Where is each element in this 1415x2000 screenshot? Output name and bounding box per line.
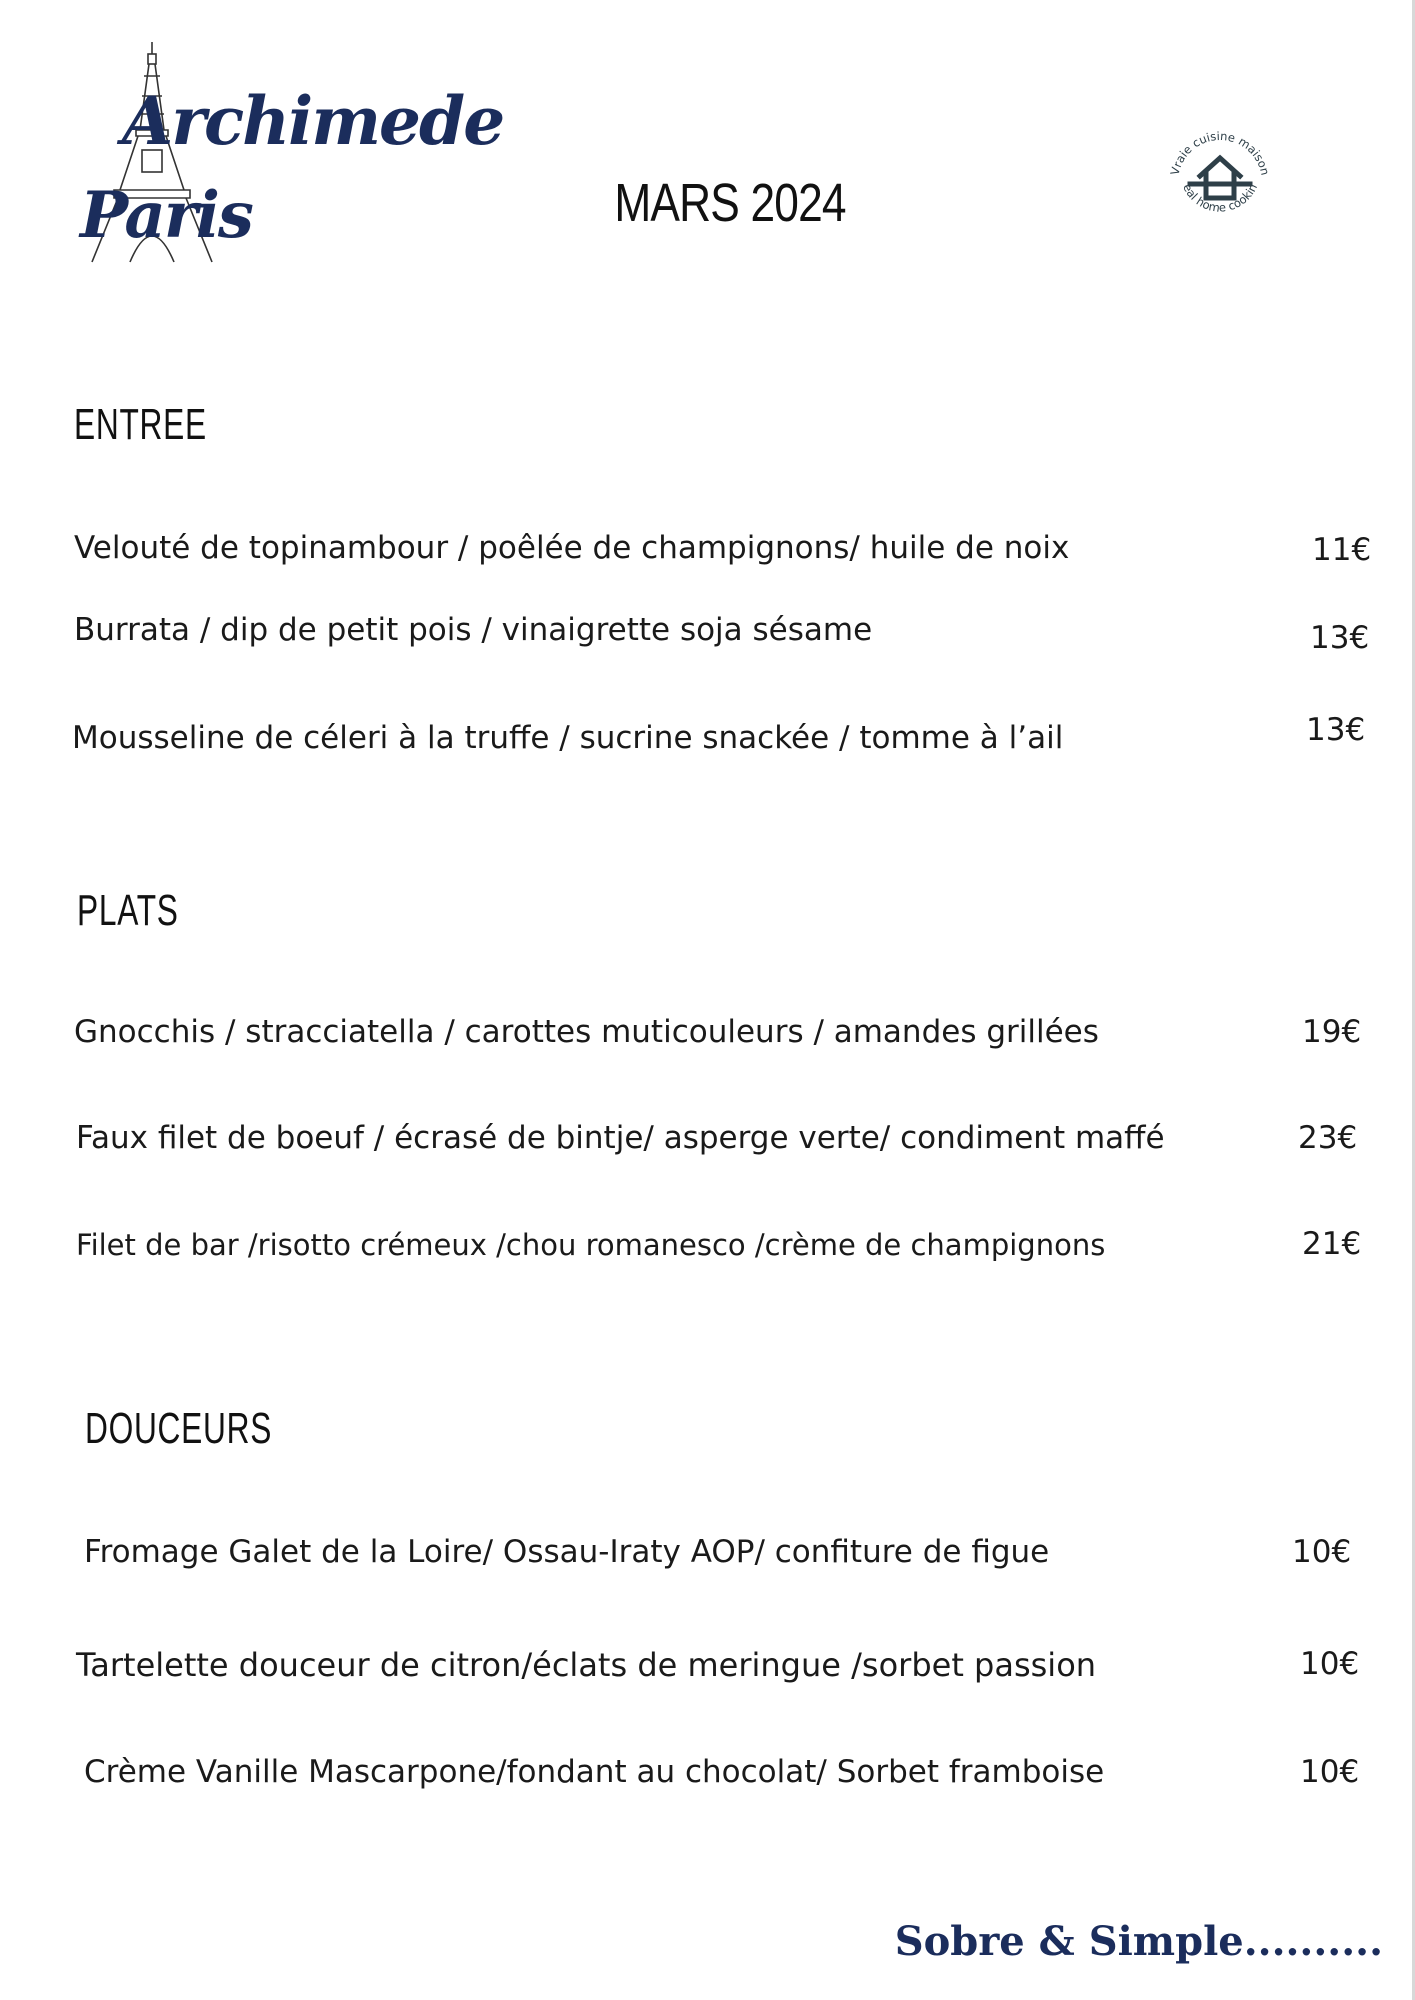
- dish-price: 19€: [1302, 1014, 1362, 1050]
- dish-name: Velouté de topinambour / poêlée de champignons/ huile de noix: [74, 530, 1070, 566]
- badge-bottom-text: eal home cookin: [1180, 181, 1261, 215]
- section-title-entree: ENTREE: [74, 400, 207, 449]
- dish-price: 13€: [1306, 712, 1366, 748]
- dish-name: Burrata / dip de petit pois / vinaigrette soja sésame: [74, 612, 873, 648]
- logo-line-1: Archimede: [122, 82, 504, 160]
- dish-name: Filet de bar /risotto crémeux /chou romanesco /crème de champignons: [76, 1228, 1106, 1262]
- dish-name: Fromage Galet de la Loire/ Ossau-Iraty AOP/ confiture de figue: [84, 1534, 1050, 1570]
- dish-name: Tartelette douceur de citron/éclats de meringue /sorbet passion: [76, 1646, 1097, 1684]
- dish-price: 10€: [1292, 1534, 1352, 1570]
- section-title-plats: PLATS: [77, 886, 179, 935]
- menu-title: MARS 2024: [614, 173, 846, 233]
- dish-price: 10€: [1300, 1646, 1360, 1682]
- dish-price: 23€: [1298, 1120, 1358, 1156]
- dish-name: Mousseline de céleri à la truffe / sucrine snackée / tomme à l’ail: [72, 720, 1064, 756]
- dish-price: 10€: [1300, 1754, 1360, 1790]
- dish-price: 11€: [1312, 532, 1372, 568]
- dish-name: Faux filet de boeuf / écrasé de bintje/ asperge verte/ condiment maffé: [76, 1120, 1165, 1156]
- dish-name: Crème Vanille Mascarpone/fondant au chocolat/ Sorbet framboise: [84, 1754, 1105, 1790]
- restaurant-logo: [70, 40, 504, 265]
- home-cooking-badge: [1160, 118, 1280, 238]
- dish-price: 21€: [1302, 1226, 1362, 1262]
- logo-line-2: Paris: [80, 178, 252, 253]
- svg-text:Vraie cuisine maison: [1168, 129, 1273, 177]
- section-title-douceurs: DOUCEURS: [85, 1404, 273, 1453]
- dish-name: Gnocchis / stracciatella / carottes muticouleurs / amandes grillées: [74, 1014, 1099, 1050]
- dish-price: 13€: [1310, 620, 1370, 656]
- tagline: Sobre & Simple..........: [894, 1918, 1383, 1965]
- badge-top-text: Vraie cuisine maison: [1167, 128, 1273, 177]
